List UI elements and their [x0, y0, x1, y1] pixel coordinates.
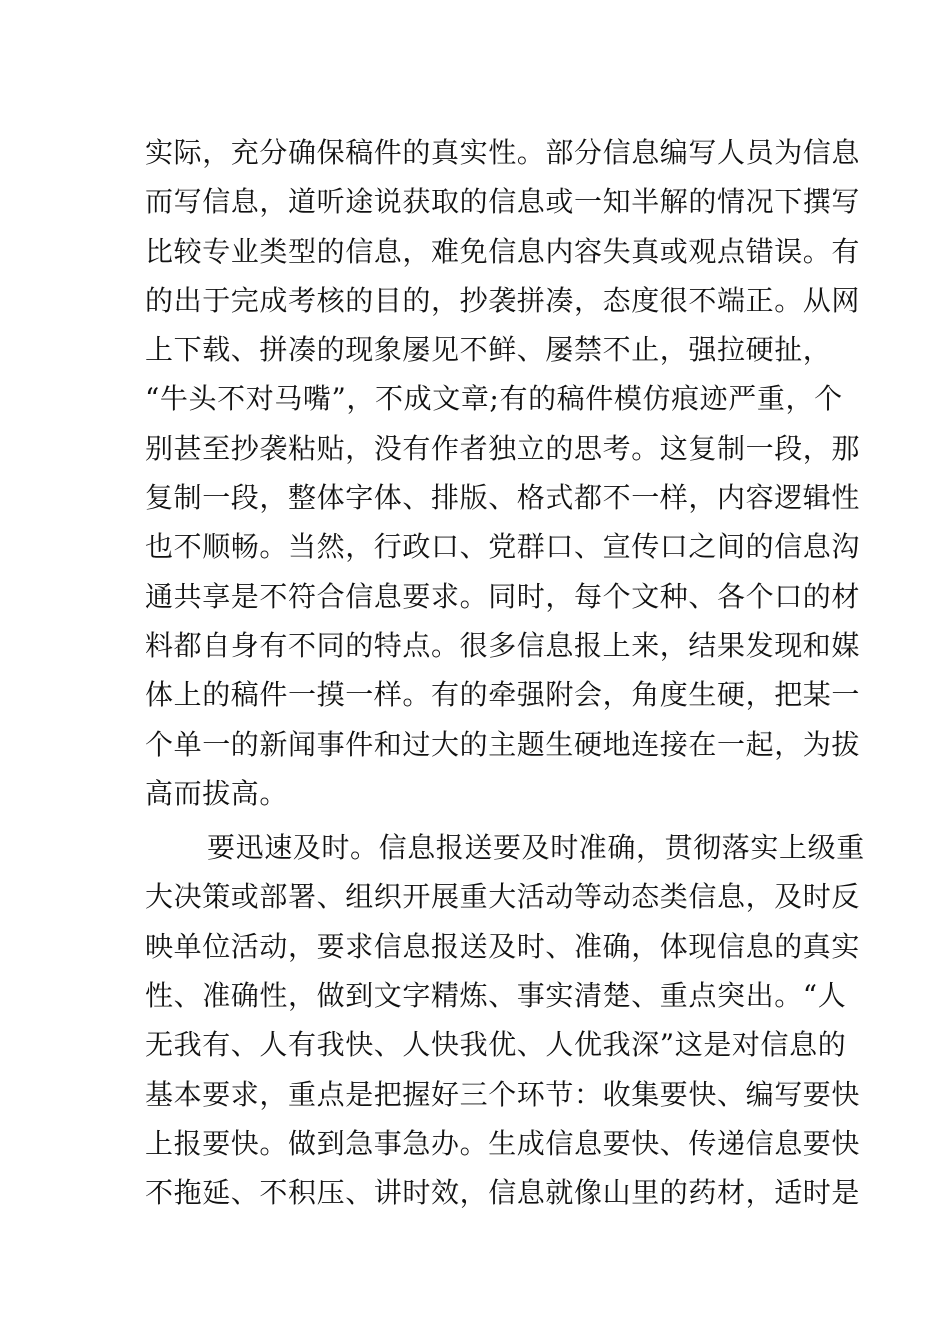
text-line: 也不顺畅。当然，行政口、党群口、宣传口之间的信息沟	[145, 530, 861, 564]
text-line: 映单位活动，要求信息报送及时、准确，体现信息的真实	[145, 929, 861, 963]
text-line: 实际，充分确保稿件的真实性。部分信息编写人员为信息	[145, 136, 861, 169]
text-line: 而写信息，道听途说获取的信息或一知半解的情况下撰写	[145, 185, 861, 219]
text-line: 高而拔高。	[145, 776, 289, 810]
text-line: 上下载、拼凑的现象屡见不鲜、屡禁不止，强拉硬扯，	[145, 333, 832, 367]
text-line: 体上的稿件一摸一样。有的牵强附会，角度生硬，把某一	[145, 678, 861, 712]
body-text	[145, 128, 865, 1218]
text-line: 大决策或部署、组织开展重大活动等动态类信息，及时反	[145, 880, 861, 914]
text-line: 的出于完成考核的目的，抄袭拼凑，态度很不端正。从网	[145, 283, 861, 317]
text-line: 比较专业类型的信息，难免信息内容失真或观点错误。有	[145, 234, 861, 268]
text-line: 复制一段，整体字体、排版、格式都不一样，内容逻辑性	[145, 481, 861, 515]
text-line: 上报要快。做到急事急办。生成信息要快、传递信息要快	[145, 1126, 861, 1160]
text-line: 要迅速及时。信息报送要及时准确，贯彻落实上级重	[207, 831, 865, 865]
text-line: 不拖延、不积压、讲时效，信息就像山里的药材，适时是	[145, 1176, 861, 1210]
text-line: 别甚至抄袭粘贴，没有作者独立的思考。这复制一段，那	[145, 431, 861, 465]
paragraph-2	[145, 823, 865, 1217]
text-line: 性、准确性，做到文字精炼、事实清楚、重点突出。“人	[145, 979, 847, 1013]
text-line: 无我有、人有我快、人快我优、人优我深”这是对信息的	[145, 1028, 847, 1062]
text-line: “牛头不对马嘴”，不成文章;有的稿件模仿痕迹严重，个	[145, 382, 843, 416]
text-line: 料都自身有不同的特点。很多信息报上来，结果发现和媒	[145, 628, 861, 662]
text-line: 通共享是不符合信息要求。同时，每个文种、各个口的材	[145, 579, 861, 613]
text-line: 个单一的新闻事件和过大的主题生硬地连接在一起，为拔	[145, 727, 861, 761]
paragraph-1	[145, 128, 861, 818]
text-line: 基本要求，重点是把握好三个环节：收集要快、编写要快	[145, 1077, 861, 1111]
